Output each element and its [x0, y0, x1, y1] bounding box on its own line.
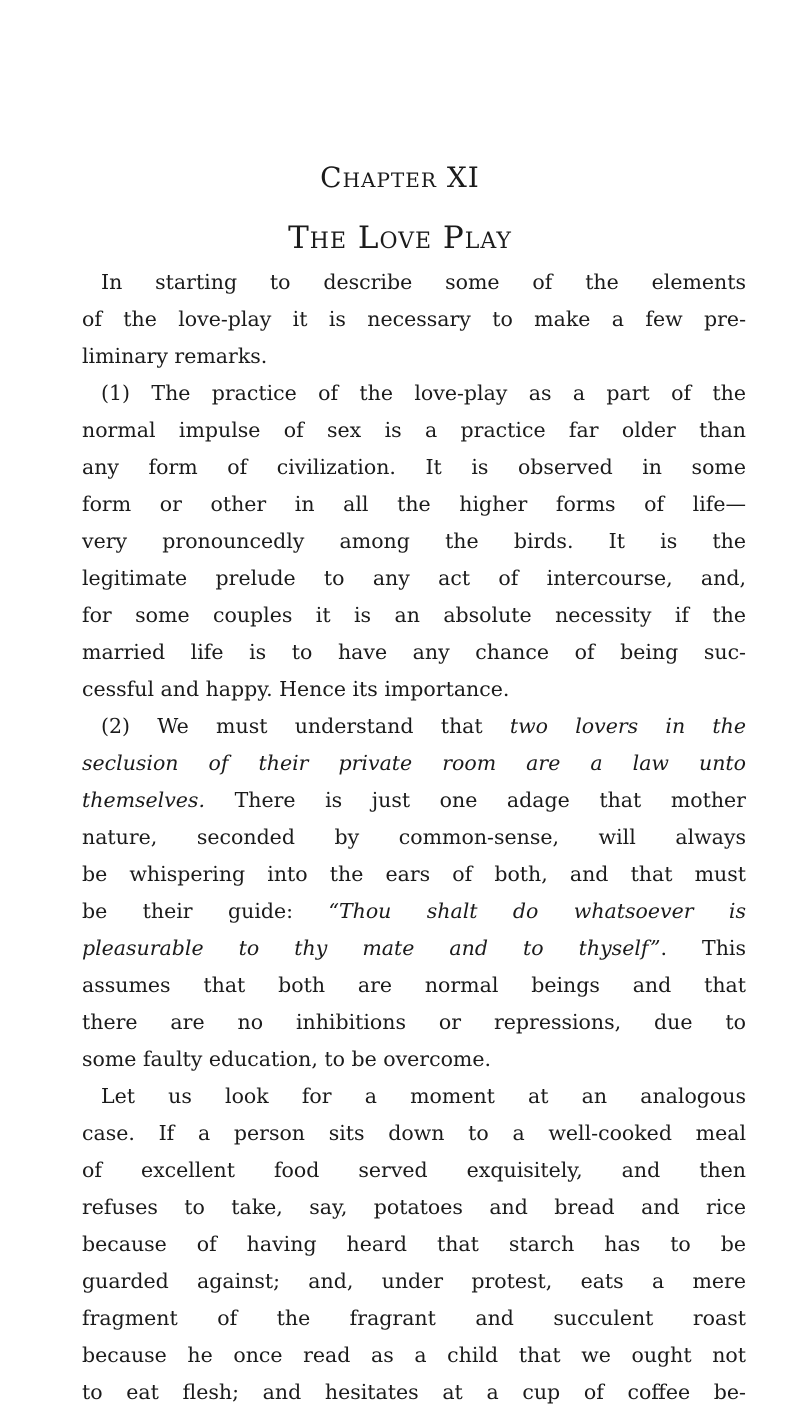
italic-text-run: two lovers in the [509, 714, 747, 738]
text-line [82, 560, 746, 597]
text-run: (2) We must understand that [101, 714, 510, 738]
text-line [82, 930, 746, 967]
text-line [82, 486, 746, 523]
text-line [82, 856, 746, 893]
text-run: . This [660, 936, 746, 960]
italic-text-run: themselves. [82, 788, 205, 812]
text-line [82, 967, 746, 1004]
chapter-number: Chapter XI [320, 161, 480, 194]
text-run: cessful and happy. Hence its importance. [82, 677, 510, 701]
text-run: because he once read as a child that we ought not [82, 1343, 746, 1367]
text-line [82, 1263, 746, 1300]
text-run: legitimate prelude to any act of intercourse, and, [82, 566, 746, 590]
text-run: very pronouncedly among the birds. It is the [82, 529, 746, 553]
text-run: (1) The practice of the love-play as a part of the [101, 381, 746, 405]
text-run: of excellent food served exquisitely, and then [82, 1158, 746, 1182]
text-line [82, 1115, 746, 1152]
text-line [82, 597, 746, 634]
text-line [82, 708, 746, 745]
text-line [82, 1078, 746, 1115]
text-run: assumes that both are normal beings and that [82, 973, 746, 997]
text-run: fragment of the fragrant and succulent roast [82, 1306, 746, 1330]
text-line [82, 1004, 746, 1041]
text-line [82, 671, 746, 708]
text-line [82, 1300, 746, 1337]
text-run: some faulty education, to be overcome. [82, 1047, 492, 1071]
text-run: be whispering into the ears of both, and that must [82, 862, 746, 886]
text-run: be their guide: [82, 899, 329, 923]
text-line [82, 264, 746, 301]
chapter-body-text [82, 264, 746, 1411]
text-line [82, 412, 746, 449]
text-run: guarded against; and, under protest, eats a mere [82, 1269, 746, 1293]
text-run: refuses to take, say, potatoes and bread and rice [82, 1195, 746, 1219]
text-run: There is just one adage that mother [204, 788, 746, 812]
text-line [82, 782, 746, 819]
text-line [82, 1374, 746, 1411]
text-run: because of having heard that starch has to be [82, 1232, 746, 1256]
text-line [82, 375, 746, 412]
text-line [82, 1226, 746, 1263]
text-line [82, 301, 746, 338]
text-run: normal impulse of sex is a practice far older than [82, 418, 746, 442]
text-line [82, 1189, 746, 1226]
text-run: married life is to have any chance of being suc- [82, 640, 746, 664]
italic-text-run: “Thou shalt do whatsoever is [328, 899, 747, 923]
text-run: case. If a person sits down to a well-cooked meal [82, 1121, 746, 1145]
text-run: form or other in all the higher forms of life— [82, 492, 746, 516]
italic-text-run: pleasurable to thy mate and to thyself” [82, 936, 661, 960]
text-line [82, 523, 746, 560]
text-line [82, 819, 746, 856]
text-run: for some couples it is an absolute necessity if the [82, 603, 746, 627]
text-run: liminary remarks. [82, 344, 268, 368]
text-line [82, 745, 746, 782]
chapter-title: The Love Play [288, 220, 512, 256]
text-run: any form of civilization. It is observed in some [82, 455, 746, 479]
text-run: Let us look for a moment at an analogous [101, 1084, 746, 1108]
text-line [82, 634, 746, 671]
text-run: to eat flesh; and hesitates at a cup of coffee be- [82, 1380, 746, 1404]
italic-text-run: seclusion of their private room are a law unto [82, 751, 746, 775]
text-line [82, 1337, 746, 1374]
text-run: of the love-play it is necessary to make a few pre- [82, 307, 746, 331]
text-run: In starting to describe some of the elements [101, 270, 746, 294]
text-line [82, 338, 746, 375]
text-line [82, 893, 746, 930]
text-line [82, 449, 746, 486]
text-line [82, 1041, 746, 1078]
text-line [82, 1152, 746, 1189]
text-run: there are no inhibitions or repressions, due to [82, 1010, 746, 1034]
text-run: nature, seconded by common-sense, will always [82, 825, 746, 849]
